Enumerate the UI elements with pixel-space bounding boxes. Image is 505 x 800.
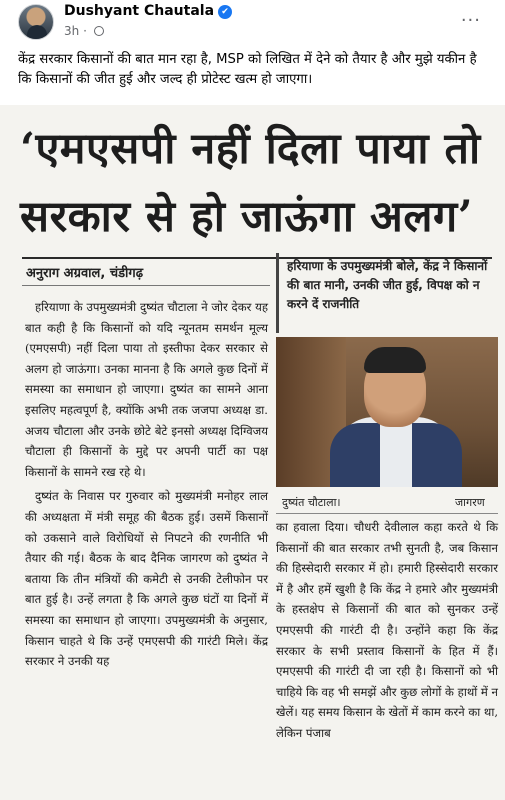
globe-icon — [94, 26, 104, 36]
post-time[interactable]: 3h — [64, 24, 80, 38]
post-header — [0, 0, 505, 46]
author-name[interactable]: Dushyant Chautala — [64, 3, 215, 19]
photo-caption: दुष्यंत चौटाला। — [282, 496, 341, 509]
post-meta: 3h · — [64, 24, 104, 38]
article-photo — [276, 337, 498, 487]
author-name-link[interactable] — [64, 3, 232, 19]
article-right-column: का हवाला दिया। चौधरी देवीलाल कहा करते थे कि किसानों की बात सरकार तभी सुनती है, जब किसान की हिस्सेदारी सरकार में हो। हमारी हिस्सेदारी सरकार में है और हमें खुशी है कि केंद्र ने हमारे और मुख्यमंत्री के हस्तक्षेप से किसानों की बात को सुनकर उन्हें एमएसपी की गारंटी दी है। उन्होंने कहा कि केंद्र सरकार के सभी प्रस्ताव किसानों के हित में हैं। एमएसपी की गारंटी दी जा रही है। किसानों को भी चाहिये कि वह भी समझें और कुछ लोगों के हाथों में न खेलें। यह समय किसान के खेतों में काम करने का था, लेकिन पंजाब — [276, 520, 499, 740]
photo-divider — [276, 513, 498, 514]
clipping-subheadline: हरियाणा के उपमुख्यमंत्री बोले, केंद्र ने किसानों की बात मानी, उनकी जीत हुई, विपक्ष को न करने दें राजनीति — [276, 253, 498, 333]
clipping-headline: ‘एमएसपी नहीं दिला पाया तो सरकार से हो जाऊंगा अलग’ — [20, 124, 481, 242]
photo-jacket — [330, 423, 462, 487]
newspaper-clipping-image[interactable] — [0, 105, 505, 800]
post-caption: केंद्र सरकार किसानों की बात मान रहा है, MSP को लिखित में देने को तैयार है और मुझे यकीन है कि किसानों की जीत हुई और जल्द ही प्रोटेस्ट खत्म हो जाएगा। — [18, 52, 477, 87]
article-paragraph: दुष्यंत के निवास पर गुरुवार को मुख्यमंत्री मनोहर लाल की अध्यक्षता में मंत्री समूह की बैठक हुई। उसमें किसानों को उकसाने वाले विरोधियों से निपटने की रणनीति भी तैयार की गई। बैठक के बाद दैनिक जागरण को दुष्यंत ने बताया कि तीन मंत्रियों की कमेटी से उनकी टेलीफोन पर बात हुई है। उन्हें लगता है कि अगले कुछ घंटों या दिनों में समस्या का समाधान हो जाएगा। उपमुख्यमंत्री के अनुसार, किसान चाहते थे कि उन्हें एमएसपी की गारंटी मिले। केंद्र सरकार ने उनकी यह — [25, 489, 268, 669]
article-left-column — [25, 297, 268, 672]
verified-badge-icon: ✔ — [218, 5, 232, 19]
photo-credit: जागरण — [455, 496, 485, 509]
more-options-button[interactable]: ··· — [460, 10, 481, 31]
article-paragraph: हरियाणा के उपमुख्यमंत्री दुष्यंत चौटाला ने जोर देकर यह बात कही है कि किसानों को यदि न्यूनतम समर्थन मूल्य (एमएसपी) नहीं दिला पाया तो इस्तीफा देकर सरकार से अलग हो जाऊंगा। उनका मानना है कि अगले कुछ दिनों में समस्या का समाधान हो जाएगा। दुष्यंत का सामने आना इसलिए महत्वपूर्ण है, क्योंकि अभी तक जजपा अध्यक्ष डा. अजय चौटाला और उनके छोटे बेटे इनसो अध्यक्ष दिग्विजय चौटाला ही किसानों के मुद्दे पर अपनी पार्टी का पक्ष किसानों के सामने रख रहे थे। — [25, 300, 268, 479]
photo-hair — [364, 347, 426, 373]
author-avatar[interactable] — [18, 4, 54, 40]
clipping-byline: अनुराग अग्रवाल, चंडीगढ़ — [26, 266, 144, 281]
byline-divider — [22, 285, 270, 286]
